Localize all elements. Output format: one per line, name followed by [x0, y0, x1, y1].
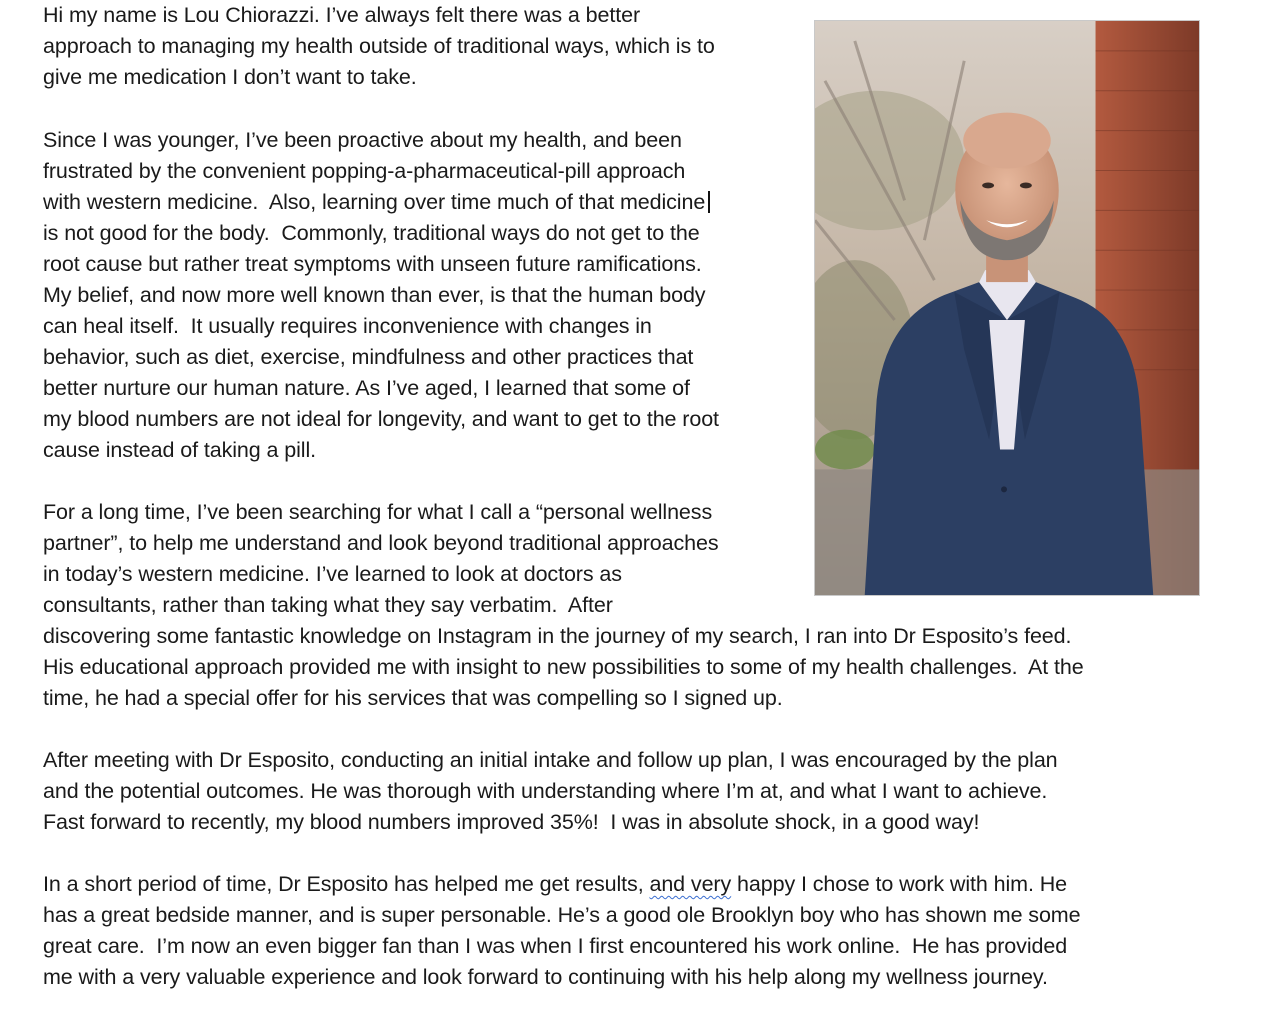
text-line: time, he had a special offer for his services that was compelling so I signed up.	[43, 686, 783, 710]
text-segment: In a short period of time, Dr Esposito has helped me get results,	[43, 872, 650, 896]
text-line: behavior, such as diet, exercise, mindfulness and other practices that	[43, 345, 694, 369]
text-line: great care. I’m now an even bigger fan than I was when I first encountered his work online. He has provided	[43, 934, 1068, 958]
text-line-content: with western medicine. Also, learning over time much of that medicine	[43, 190, 706, 214]
text-line: My belief, and now more well known than ever, is that the human body	[43, 283, 706, 307]
text-line: root cause but rather treat symptoms with unseen future ramifications.	[43, 252, 702, 276]
portrait-image	[815, 21, 1199, 595]
portrait-photo	[814, 20, 1200, 596]
text-line: has a great bedside manner, and is super personable. He’s a good ole Brooklyn boy who has shown me some	[43, 903, 1081, 927]
text-line: discovering some fantastic knowledge on Instagram in the journey of my search, I ran into Dr Esposito’s feed.	[43, 624, 1072, 648]
text-line: Hi my name is Lou Chiorazzi. I’ve always felt there was a better	[43, 3, 641, 27]
text-cursor	[708, 191, 710, 213]
text-line: is not good for the body. Commonly, traditional ways do not get to the	[43, 221, 700, 245]
text-line: my blood numbers are not ideal for longevity, and want to get to the root	[43, 407, 719, 431]
text-line: consultants, rather than taking what they say verbatim. After	[43, 593, 613, 617]
text-segment: happy I chose to work with him. He	[731, 872, 1068, 896]
text-line: For a long time, I’ve been searching for what I call a “personal wellness	[43, 500, 713, 524]
text-line: and the potential outcomes. He was thorough with understanding where I’m at, and what I want to achieve.	[43, 779, 1048, 803]
text-line	[43, 869, 1067, 900]
text-line: can heal itself. It usually requires inconvenience with changes in	[43, 314, 652, 338]
text-line: better nurture our human nature. As I’ve aged, I learned that some of	[43, 376, 690, 400]
text-line: Fast forward to recently, my blood numbers improved 35%! I was in absolute shock, in a good way!	[43, 810, 980, 834]
text-line: in today’s western medicine. I’ve learned to look at doctors as	[43, 562, 622, 586]
text-line: After meeting with Dr Esposito, conducting an initial intake and follow up plan, I was encouraged by the plan	[43, 748, 1058, 772]
text-line: partner”, to help me understand and look beyond traditional approaches	[43, 531, 719, 555]
spellcheck-flagged-text[interactable]: and very	[649, 872, 732, 896]
text-line: Since I was younger, I’ve been proactive about my health, and been	[43, 128, 682, 152]
text-line: cause instead of taking a pill.	[43, 438, 316, 462]
text-line: give me medication I don’t want to take.	[43, 65, 417, 89]
text-line: His educational approach provided me with insight to new possibilities to some of my health challenges. At the	[43, 655, 1084, 679]
text-line: frustrated by the convenient popping-a-pharmaceutical-pill approach	[43, 159, 686, 183]
text-line	[43, 187, 710, 218]
text-line: approach to managing my health outside of traditional ways, which is to	[43, 34, 715, 58]
text-line: me with a very valuable experience and look forward to continuing with his help along my wellness journey.	[43, 965, 1048, 989]
